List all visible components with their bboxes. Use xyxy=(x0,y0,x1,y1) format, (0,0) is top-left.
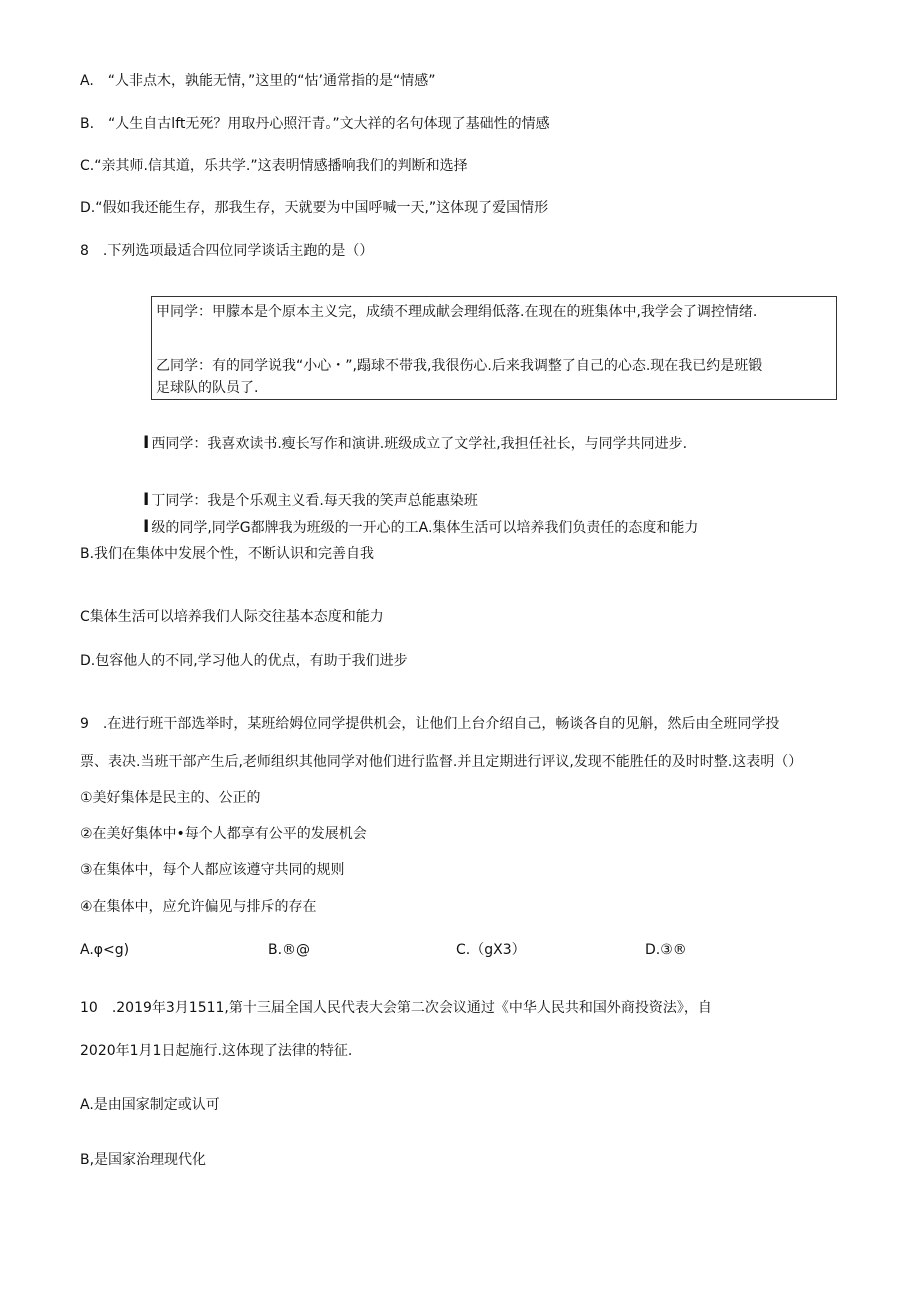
q8-dialogue-box xyxy=(151,296,837,400)
q9-option-b: B.®@ xyxy=(268,942,311,958)
q8-ding-text-2: 级的同学,同学G都牌我为班级的一开心的工A.集体生活可以培养我们负责任的态度和能力 xyxy=(151,520,699,536)
q9-statement-2: ②在美好集体中•每个人都享有公平的发展机会 xyxy=(80,826,367,842)
q8-option-d: D.包容他人的不同,学习他人的优点，有助于我们进步 xyxy=(80,653,408,669)
q9-stem-line-2: 票、表决.当班干部产生后,老师组织其他同学对他们进行监督.并且定期进行评议,发现不能胜任的及时时整.这表明（） xyxy=(80,754,803,770)
q9-option-a: A.φ<g) xyxy=(80,942,130,958)
q8-bing-statement xyxy=(143,433,687,454)
q8-ding-text-1: 丁同学：我是个乐观主义看.每天我的笑声总能惠染班 xyxy=(151,493,478,509)
q8-box-line-3: 足球队的队员了. xyxy=(156,380,259,396)
q9-option-c: C.（gX3） xyxy=(456,942,526,958)
q8-box-line-2: 乙同学：有的同学说我“小心・”,蹋球不带我,我很伤心.后来我调整了自己的心态.现在我已约是班锻 xyxy=(156,358,763,374)
q8-option-c: C集体生活可以培养我们人际交往基本态度和能力 xyxy=(80,609,384,625)
q8-option-b: B.我们在集体中发展个性，不断认识和完善自我 xyxy=(80,546,375,562)
q7-option-b: B. “人生自古lft无死？用取丹心照汗青。”文大祥的名句体现了基础性的情感 xyxy=(80,116,550,132)
q8-ding-statement-1 xyxy=(143,490,478,511)
q8-box-line-1: 甲同学：甲朦本是个原本主义完，成绩不理成献会理绢低落.在现在的班集体中,我学会了调控情绪. xyxy=(156,304,758,320)
q7-option-d: D.“假如我还能生存，那我生存，天就要为中国呼喊一天,”这体现了爱国情形 xyxy=(80,200,549,216)
q9-stem-line-1: 9 .在进行班干部选举时，某班给姆位同学提供机会，让他们上台介绍自己，畅谈各自的见斛，然后由全班同学投 xyxy=(80,716,780,732)
q10-option-b: B,是国家治理现代化 xyxy=(80,1152,207,1168)
q10-stem-line-1: 10 .2019年3月1511,第十三届全国人民代表大会第二次会议通过《中华人民共和国外商投资法》，自 xyxy=(80,1000,712,1016)
q8-bar-glyph-1: I xyxy=(143,433,150,453)
q8-bar-glyph-2: I xyxy=(143,490,150,510)
q8-bar-glyph-3: I xyxy=(143,517,150,537)
q8-stem: 8 .下列选项最适合四位同学谈话主跑的是（） xyxy=(80,243,374,259)
q8-bing-text: 西同学：我喜欢读书.瘦长写作和演讲.班级成立了文学社,我担任社长，与同学共同进步. xyxy=(151,436,688,452)
q10-stem-line-2: 2020年1月1日起施行.这体现了法律的特征. xyxy=(80,1043,353,1059)
q9-option-d: D.③® xyxy=(645,942,687,958)
q7-option-c: C.“亲其师.信其道，乐共学.”这表明情感播响我们的判断和选择 xyxy=(80,158,468,174)
q7-option-a: A. “人非点木，孰能无情，”这里的“怙’通常指的是“情感” xyxy=(80,73,436,89)
q9-statement-3: ③在集体中，每个人都应该遵守共同的规则 xyxy=(80,862,345,878)
q9-statement-1: ①美好集体是民主的、公正的 xyxy=(80,790,261,806)
q10-option-a: A.是由国家制定或认可 xyxy=(80,1097,220,1113)
q9-statement-4: ④在集体中，应允许偏见与排斥的存在 xyxy=(80,899,317,915)
q8-ding-statement-2 xyxy=(143,517,698,538)
